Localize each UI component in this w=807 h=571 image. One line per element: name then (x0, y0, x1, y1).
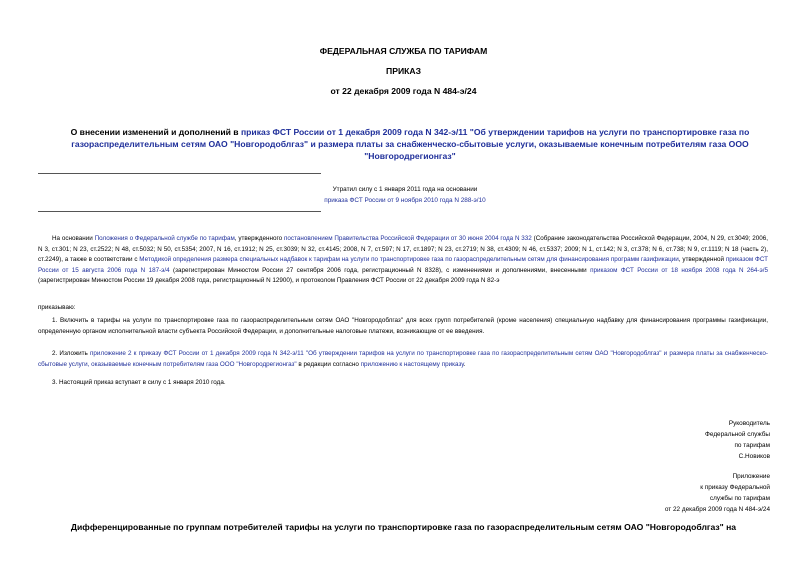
order-item-3 (38, 378, 768, 389)
preamble (38, 234, 768, 287)
link-government-resolution[interactable]: постановлением Правительства Российской Федерации от 30 июня 2004 года N 332 (283, 235, 532, 242)
order-item-2 (38, 349, 768, 370)
signature-name: С.Новиков (738, 453, 770, 460)
signature-block (570, 418, 770, 462)
link-methodology[interactable]: Методикой определения размера специальных надбавок к тарифам на услуги по транспортировке газа по газораспределительным сетям для финансирования программ газификации (139, 256, 679, 263)
preamble-text: , утвержденного (234, 235, 284, 242)
signature-line: по тарифам (734, 442, 770, 449)
preamble-text: (зарегистрирован Минюстом России 27 сентября 2006 года, регистрационный N 8328), с изменениями и дополнениями, внесенными (169, 266, 591, 274)
doc-type: ПРИКАЗ (386, 66, 421, 76)
order-item-1 (38, 316, 768, 337)
order-word-text: приказываю: (38, 304, 76, 311)
preamble-text: , утвержденной (678, 256, 726, 263)
doc-title (50, 126, 770, 162)
preamble-text: (Собрание законодательства Российской Федерации, 2004, N 29, ст.3049; 2006, N 3, ст.301; N 23, ст.2522; N 48, ст.5032; N 50, ст.5354; 2007, N 16, ст.1912; N 25, ст.3039; N 32, ст.4145; 2008, N 7, ст.597; N 17, ст.1897; N 23, ст.2719; N 38, ст.4309; N 46, ст.5337; 2009; N 1, ст.142; N 3, ст.378; N 6, ст.738; N 9, ст.1119; N 18 (часть 2), ст.2249), а также в соответствии с (38, 235, 768, 263)
repeal-note-link[interactable]: приказа ФСТ России от 9 ноября 2010 года N 288-э/10 (324, 197, 486, 204)
repeal-note (240, 184, 570, 206)
divider-top (38, 173, 321, 174)
link-appendix-2[interactable]: приложение 2 к приказу ФСТ России от 1 декабря 2009 года N 342-э/11 "Об утверждении тарифов на услуги по транспортировке газа по газораспределительным сетям ОАО "Новгородоблгаз" и размера платы за снабженческо-сбытовые услуги, оказываемые конечным потребителям газа ООО "Новгородрегионгаз" (38, 350, 768, 368)
order-item-3-text: 3. Настоящий приказ вступает в силу с 1 января 2010 года. (52, 379, 226, 386)
preamble-text: (зарегистрирован Минюстом России 19 декабря 2008 года, регистрационный N 12900), и протоколом Правления ФСТ России от 22 декабря 2009 года N 82-э (38, 277, 500, 284)
appendix-block (570, 471, 770, 515)
item-2-text: 2. Изложить (52, 350, 91, 357)
order-word (38, 303, 768, 314)
repeal-note-text: Утратил силу с 1 января 2011 года на основании (332, 186, 478, 193)
appendix-heading: Дифференцированные по группам потребителей тарифы на услуги по транспортировке газа по газораспределительным сетям ОАО "Новгородоблгаз" на (70, 522, 737, 532)
link-order-187[interactable]: приказом ФСТ России от 15 августа 2006 года N 187-э/4 (38, 256, 768, 274)
order-item-1-text: 1. Включить в тарифы на услуги по транспортировке газа по газораспределительным сетям ОАО "Новгородоблгаз" для всех групп потребителей (кроме населения) специальную надбавку для финансирования программы газификации, определенную органом исполнительной власти субъекта Российской Федерации, и дополнительные налоговые платежи, возникающие от ее введения. (38, 317, 768, 335)
divider-bottom (38, 211, 321, 212)
appendix-line: от 22 декабря 2009 года N 484-э/24 (664, 506, 770, 513)
doc-title-prefix: О внесении изменений и дополнений в (70, 127, 241, 137)
appendix-line: к приказу Федеральной (700, 484, 770, 491)
doc-date-number: от 22 декабря 2009 года N 484-э/24 (330, 86, 477, 96)
link-order-264[interactable]: приказом ФСТ России от 18 ноября 2008 года N 264-э/5 (590, 266, 768, 274)
signature-line: Федеральной службы (705, 431, 770, 438)
item-2-text: . (463, 360, 466, 368)
link-regulation-fst[interactable]: Положения о Федеральной службе по тарифам (94, 235, 235, 242)
doc-title-link[interactable]: приказ ФСТ России от 1 декабря 2009 года N 342-э/11 "Об утверждении тарифов на услуги по транспортировке газа по газораспределительным сетям ОАО "Новгородоблгаз" и размера платы за снабженческо-сбытовые услуги, оказываемые конечным потребителям газа ООО "Новгородрегионгаз" (71, 127, 750, 161)
appendix-line: службы по тарифам (709, 495, 770, 502)
item-2-text: в редакции согласно (296, 360, 361, 368)
signature-line: Руководитель (728, 420, 770, 427)
preamble-text: На основании (52, 235, 95, 242)
link-appendix[interactable]: приложению к настоящему приказу (360, 360, 464, 368)
agency-name: ФЕДЕРАЛЬНАЯ СЛУЖБА ПО ТАРИФАМ (319, 46, 488, 56)
appendix-line: Приложение (732, 473, 770, 480)
